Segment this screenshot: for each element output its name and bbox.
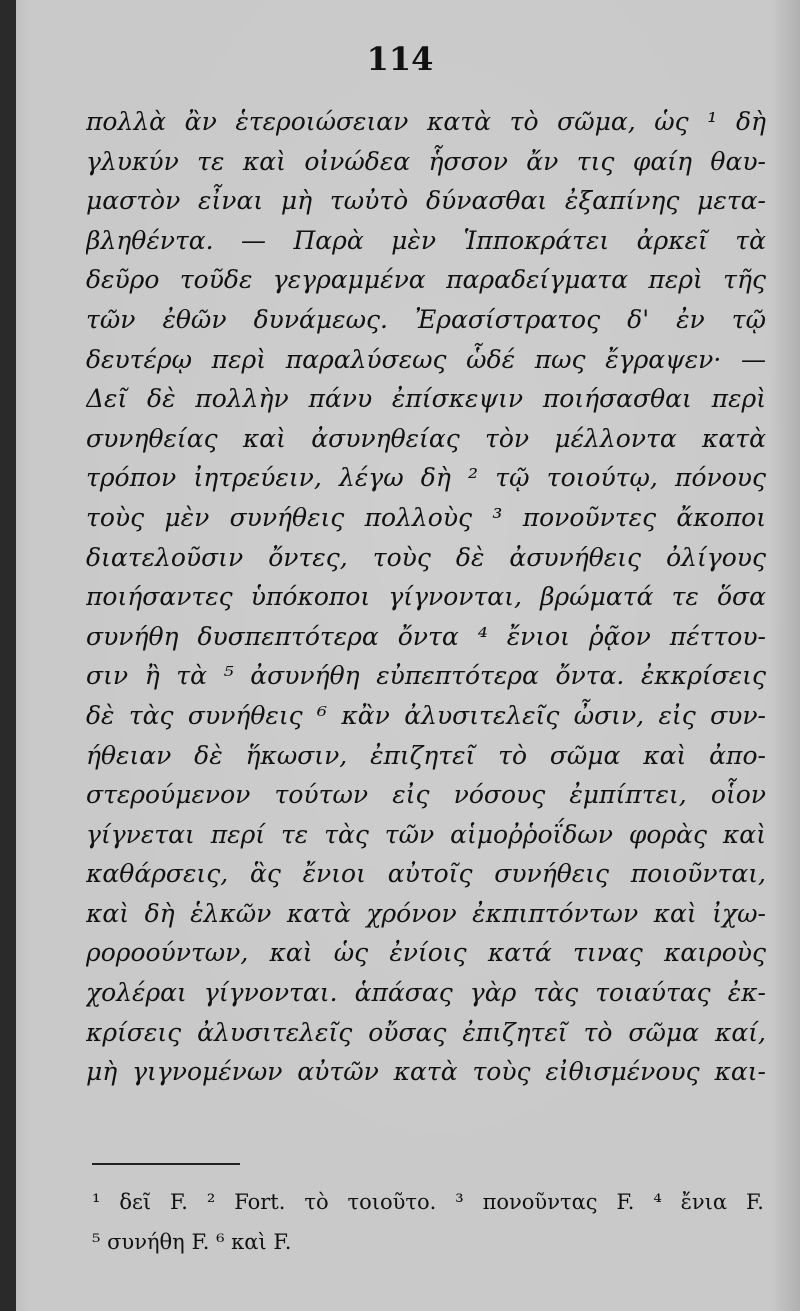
text-line: συνήθη δυσπεπτότερα ὄντα ⁴ ἔνιοι ῥᾷον πέττου- [86,621,766,651]
text-line: χολέραι γίγνονται. ἁπάσας γὰρ τὰς τοιαύτας ἐκ- [86,978,766,1008]
text-line: τῶν ἐθῶν δυνάμεως. Ἐρασίστρατος δ' ἐν τῷ [86,304,766,334]
text-line: μαστὸν εἶναι μὴ τωὐτὸ δύνασθαι ἐξαπίνης μετα- [86,186,766,216]
main-text [86,102,766,1092]
footnote-line: ⁵ συνήθη F. ⁶ καὶ F. [92,1230,292,1254]
text-line: συνηθείας καὶ ἀσυνηθείας τὸν μέλλοντα κατὰ [86,423,766,453]
footnotes [92,1182,764,1262]
footnote-line: ¹ δεῖ F. ² Fort. τὸ τοιοῦτο. ³ πονοῦντας F. ⁴ ἔνια F. [92,1190,764,1214]
text-line: γλυκύν τε καὶ οἰνώδεα ἧσσον ἄν τις φαίη θαυ- [86,146,766,176]
text-line: τρόπον ἰητρεύειν, λέγω δὴ ² τῷ τοιούτῳ, πόνους [86,463,766,493]
text-line: βληθέντα. — Παρὰ μὲν Ἱπποκράτει ἀρκεῖ τὰ [86,225,766,255]
text-line: ροροούντων, καὶ ὡς ἐνίοις κατά τινας καιροὺς [86,938,766,968]
page-gutter-shadow [0,0,16,1311]
text-line: γίγνεται περί τε τὰς τῶν αἱμοῤῥοΐδων φορὰς καὶ [86,819,766,849]
text-line: σιν ἢ τὰ ⁵ ἀσυνήθη εὐπεπτότερα ὄντα. ἐκκρίσεις [86,661,766,691]
text-line: στερούμενον τούτων εἰς νόσους ἐμπίπτει, οἷον [86,780,766,810]
text-line: ποιήσαντες ὑπόκοποι γίγνονται, βρώματά τε ὅσα [86,582,766,612]
text-line: πολλὰ ἂν ἑτεροιώσειαν κατὰ τὸ σῶμα, ὡς ¹ δὴ [86,107,766,136]
text-line: καθάρσεις, ἃς ἔνιοι αὐτοῖς συνήθεις ποιοῦνται, [86,859,766,889]
footnote-divider [92,1163,240,1165]
text-line: μὴ γιγνομένων αὐτῶν κατὰ τοὺς εἰθισμένους και- [86,1057,766,1087]
text-line: καὶ δὴ ἑλκῶν κατὰ χρόνον ἐκπιπτόντων καὶ ἰχω- [86,898,766,928]
text-line: κρίσεις ἀλυσιτελεῖς οὔσας ἐπιζητεῖ τὸ σῶμα καί, [86,1017,766,1047]
text-line: ήθειαν δὲ ἥκωσιν, ἐπιζητεῖ τὸ σῶμα καὶ ἀπο- [86,740,766,770]
text-line: Δεῖ δὲ πολλὴν πάνυ ἐπίσκεψιν ποιήσασθαι περὶ [86,384,766,414]
page-number: 114 [366,40,434,78]
text-line: τοὺς μὲν συνήθεις πολλοὺς ³ πονοῦντες ἄκοποι [86,502,766,532]
text-line: δεῦρο τοῦδε γεγραμμένα παραδείγματα περὶ τῆς [86,265,766,295]
text-line: δὲ τὰς συνήθεις ⁶ κἂν ἀλυσιτελεῖς ὦσιν, εἰς συν- [86,700,766,730]
text-line: δευτέρῳ περὶ παραλύσεως ὧδέ πως ἔγραψεν· — [86,344,766,374]
text-line: διατελοῦσιν ὄντες, τοὺς δὲ ἀσυνήθεις ὀλίγους [86,542,766,572]
